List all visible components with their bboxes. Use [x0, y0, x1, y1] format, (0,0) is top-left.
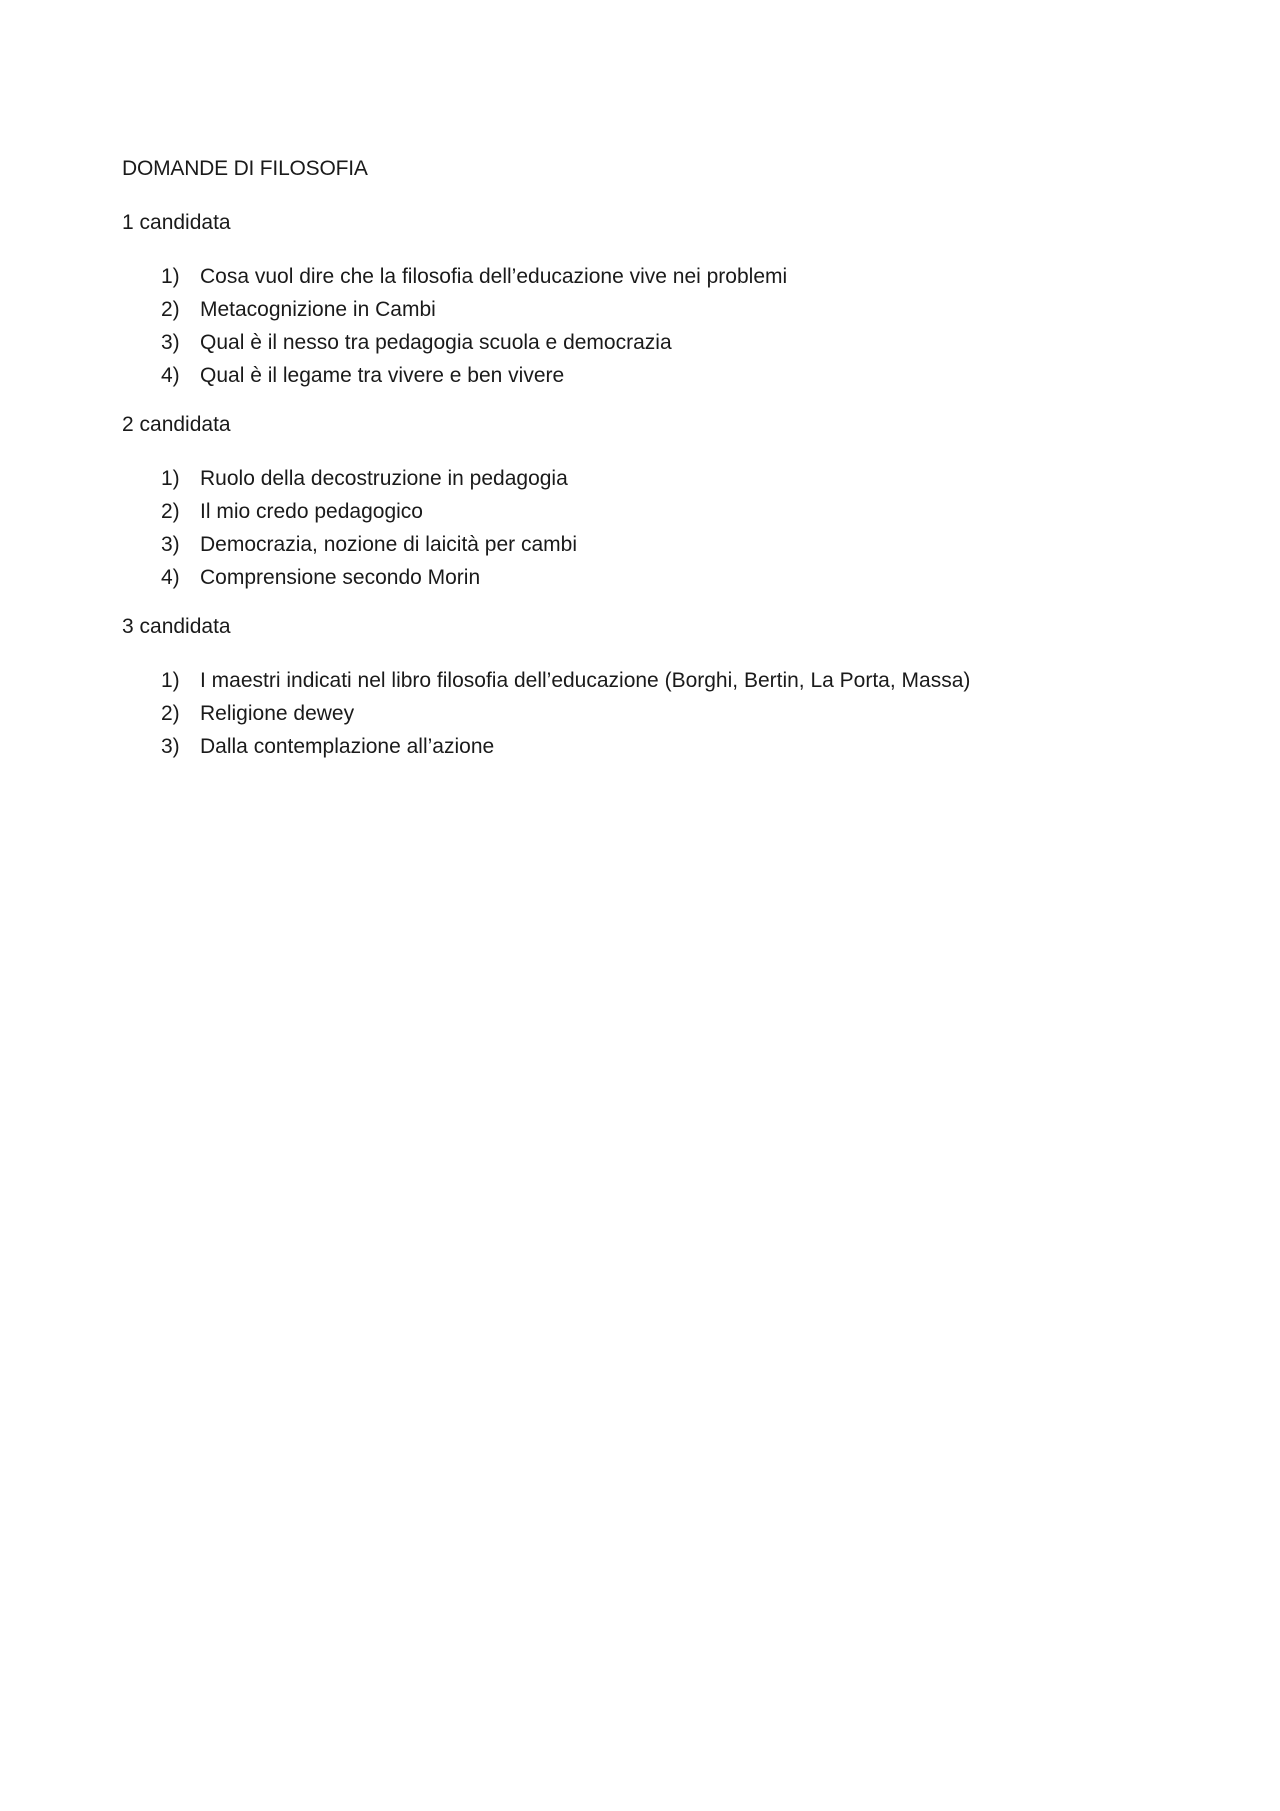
section-heading: 2 candidata — [122, 413, 231, 436]
question-item — [122, 561, 1162, 594]
question-item — [122, 664, 1162, 697]
question-text: Qual è il nesso tra pedagogia scuola e democrazia — [200, 331, 672, 354]
question-text: Democrazia, nozione di laicità per cambi — [200, 533, 578, 556]
question-item — [122, 730, 1162, 763]
section-candidate-1 — [122, 208, 1162, 392]
question-item — [122, 462, 1162, 495]
question-item — [122, 326, 1162, 359]
question-text: Comprensione secondo Morin — [200, 566, 481, 589]
section-candidate-2 — [122, 410, 1162, 594]
question-list — [122, 462, 1162, 594]
question-number: 2) — [161, 298, 180, 321]
section-candidate-3 — [122, 612, 1162, 763]
section-heading: 1 candidata — [122, 211, 231, 234]
document-title: DOMANDE DI FILOSOFIA — [122, 157, 368, 180]
question-text: Ruolo della decostruzione in pedagogia — [200, 467, 568, 490]
question-number: 1) — [161, 467, 180, 490]
question-item — [122, 495, 1162, 528]
question-item — [122, 528, 1162, 561]
question-text: Metacognizione in Cambi — [200, 298, 436, 321]
question-number: 3) — [161, 331, 180, 354]
question-item — [122, 359, 1162, 392]
question-number: 4) — [161, 566, 180, 589]
question-number: 1) — [161, 669, 180, 692]
question-number: 3) — [161, 735, 180, 758]
question-text: Dalla contemplazione all’azione — [200, 735, 495, 758]
question-text: Qual è il legame tra vivere e ben vivere — [200, 364, 565, 387]
question-item — [122, 697, 1162, 730]
document-body — [122, 154, 1162, 781]
question-text: I maestri indicati nel libro filosofia dell’educazione (Borghi, Bertin, La Porta, Massa) — [200, 669, 971, 692]
question-number: 2) — [161, 702, 180, 725]
question-text: Religione dewey — [200, 702, 355, 725]
question-list — [122, 664, 1162, 763]
question-number: 2) — [161, 500, 180, 523]
question-number: 1) — [161, 265, 180, 288]
question-item — [122, 293, 1162, 326]
section-heading: 3 candidata — [122, 615, 231, 638]
question-number: 3) — [161, 533, 180, 556]
question-number: 4) — [161, 364, 180, 387]
question-list — [122, 260, 1162, 392]
question-item — [122, 260, 1162, 293]
question-text: Cosa vuol dire che la filosofia dell’educazione vive nei problemi — [200, 265, 788, 288]
question-text: Il mio credo pedagogico — [200, 500, 423, 523]
